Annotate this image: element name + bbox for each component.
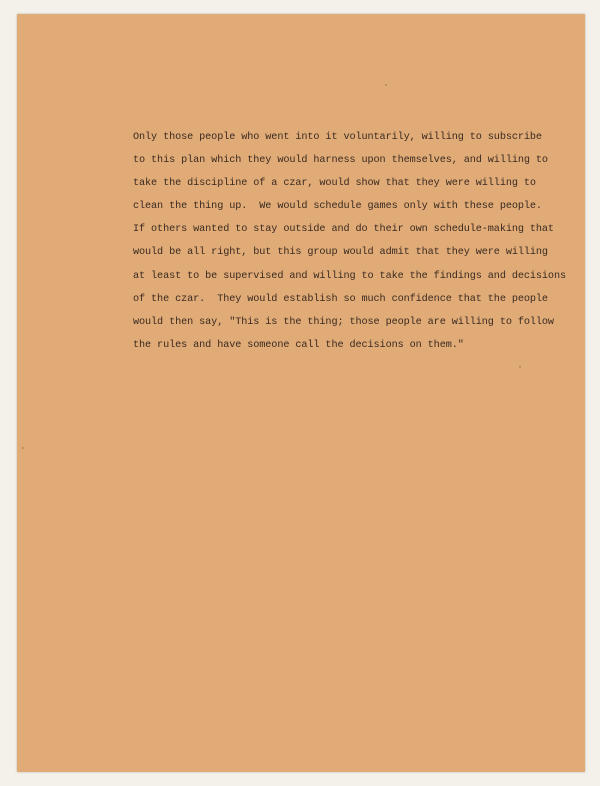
text-line: If others wanted to stay outside and do their own schedule-making that [133,224,554,236]
text-line: Only those people who went into it voluntarily, willing to subscribe [133,132,542,143]
text-line: at least to be supervised and willing to take the findings and decisions [133,270,566,282]
body-text [133,126,566,357]
text-line: take the discipline of a czar, would show that they were willing to [133,178,536,190]
text-line: clean the thing up. We would schedule games only with these people. [133,201,542,213]
paper-speck [385,84,387,86]
text-line: of the czar. They would establish so much confidence that the people [133,293,548,305]
paper-speck [519,366,521,368]
text-line: the rules and have someone call the decisions on them." [133,339,464,351]
text-line: would then say, "This is the thing; those people are willing to follow [133,316,554,328]
typed-page [17,14,585,772]
paper-speck [22,447,24,449]
text-line: would be all right, but this group would admit that they were willing [133,247,548,259]
text-line: to this plan which they would harness upon themselves, and willing to [133,155,548,167]
